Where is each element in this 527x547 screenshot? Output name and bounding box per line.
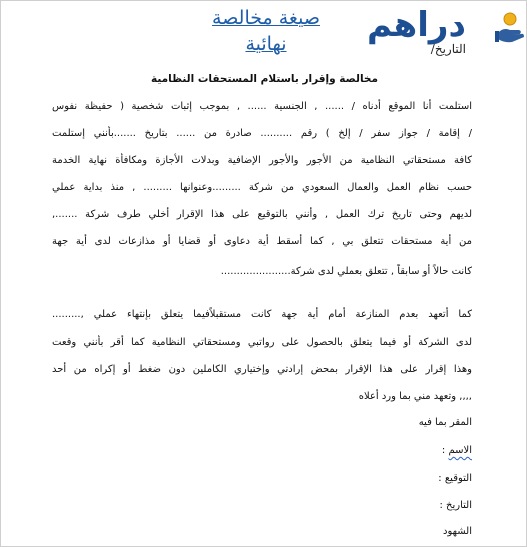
signature-label: التوقيع (444, 473, 472, 484)
witnesses-label: الشهود (443, 526, 472, 537)
paragraph-1-line: كانت حالاً أو سابقاً , تتعلق بعملي لدى شركة...................... (220, 266, 472, 277)
paragraph-1-line: كافة مستحقاتي النظامية من الأجور والأجور الإضافية وبدلات الأجازة ومكافأة نهاية الخدمة (52, 155, 472, 166)
date-label: التاريخ/ (430, 42, 466, 56)
paragraph-1-line: من أية مستحقات تتعلق بي , كما أسقط أية دعاوى أو قضايا أو مذازعات لدى أية جهة (52, 236, 472, 247)
paragraph-2-line: كما أتعهد بعدم المنازعة أمام أية جهة كانت مستقبلاًفيما يتعلق بإنتهاء عملي ,......... (52, 309, 472, 320)
paragraph-2-line: ,,,, وتعهد مني بما ورد أعلاه (358, 391, 472, 402)
signature-field (438, 471, 472, 487)
date-field-label: التاريخ (446, 500, 472, 511)
name-field (442, 443, 472, 459)
signature-colon: : (438, 473, 442, 484)
paragraph-2-line: وهذا إقرار على هذا الإقرار بمحض إرادتي وإختياري الكاملين دون ضغط أو إكراه من أحد (52, 364, 472, 375)
date-colon: : (439, 500, 443, 511)
paragraph-1-line: حسب نظام العمل والعمال السعودي من شركة .........وعنوانها ......... , منذ بداية عملي (52, 182, 472, 193)
signature-intro: المقر بما فيه (418, 417, 472, 428)
paragraph-2-line: لدى الشركة أو فيما يتعلق بالحصول على رواتبي ومستحقاتي النظامية كما أقر بأنني وقعت (52, 337, 472, 348)
paragraph-1-line: لديهم وحتى تاريخ ترك العمل , وأنني بالتوقيع على هذا الإقرار أخلي طرف شركة ......., (52, 209, 472, 220)
name-colon: : (441, 445, 446, 456)
document-heading: مخالصة وإقرار باستلام المستحقات النظامية (151, 73, 378, 85)
hand-coin-icon (495, 11, 525, 45)
logo-text: دراهم (367, 5, 466, 45)
paragraph-1-line: استلمت أنا الموقع أدناه / ...... , الجنسية ...... , بموجب إثبات شخصية ( حفيظة نفوس (52, 101, 472, 112)
date-field (439, 498, 472, 514)
document-title: صيغة مخالصة نهائية (212, 7, 320, 55)
name-label: الاسم (448, 445, 472, 456)
paragraph-1-line: / إقامة / جواز سفر / إلخ ) رقم .......... صادرة من ...... بتاريخ .......بأنني إستلمت (52, 128, 472, 139)
